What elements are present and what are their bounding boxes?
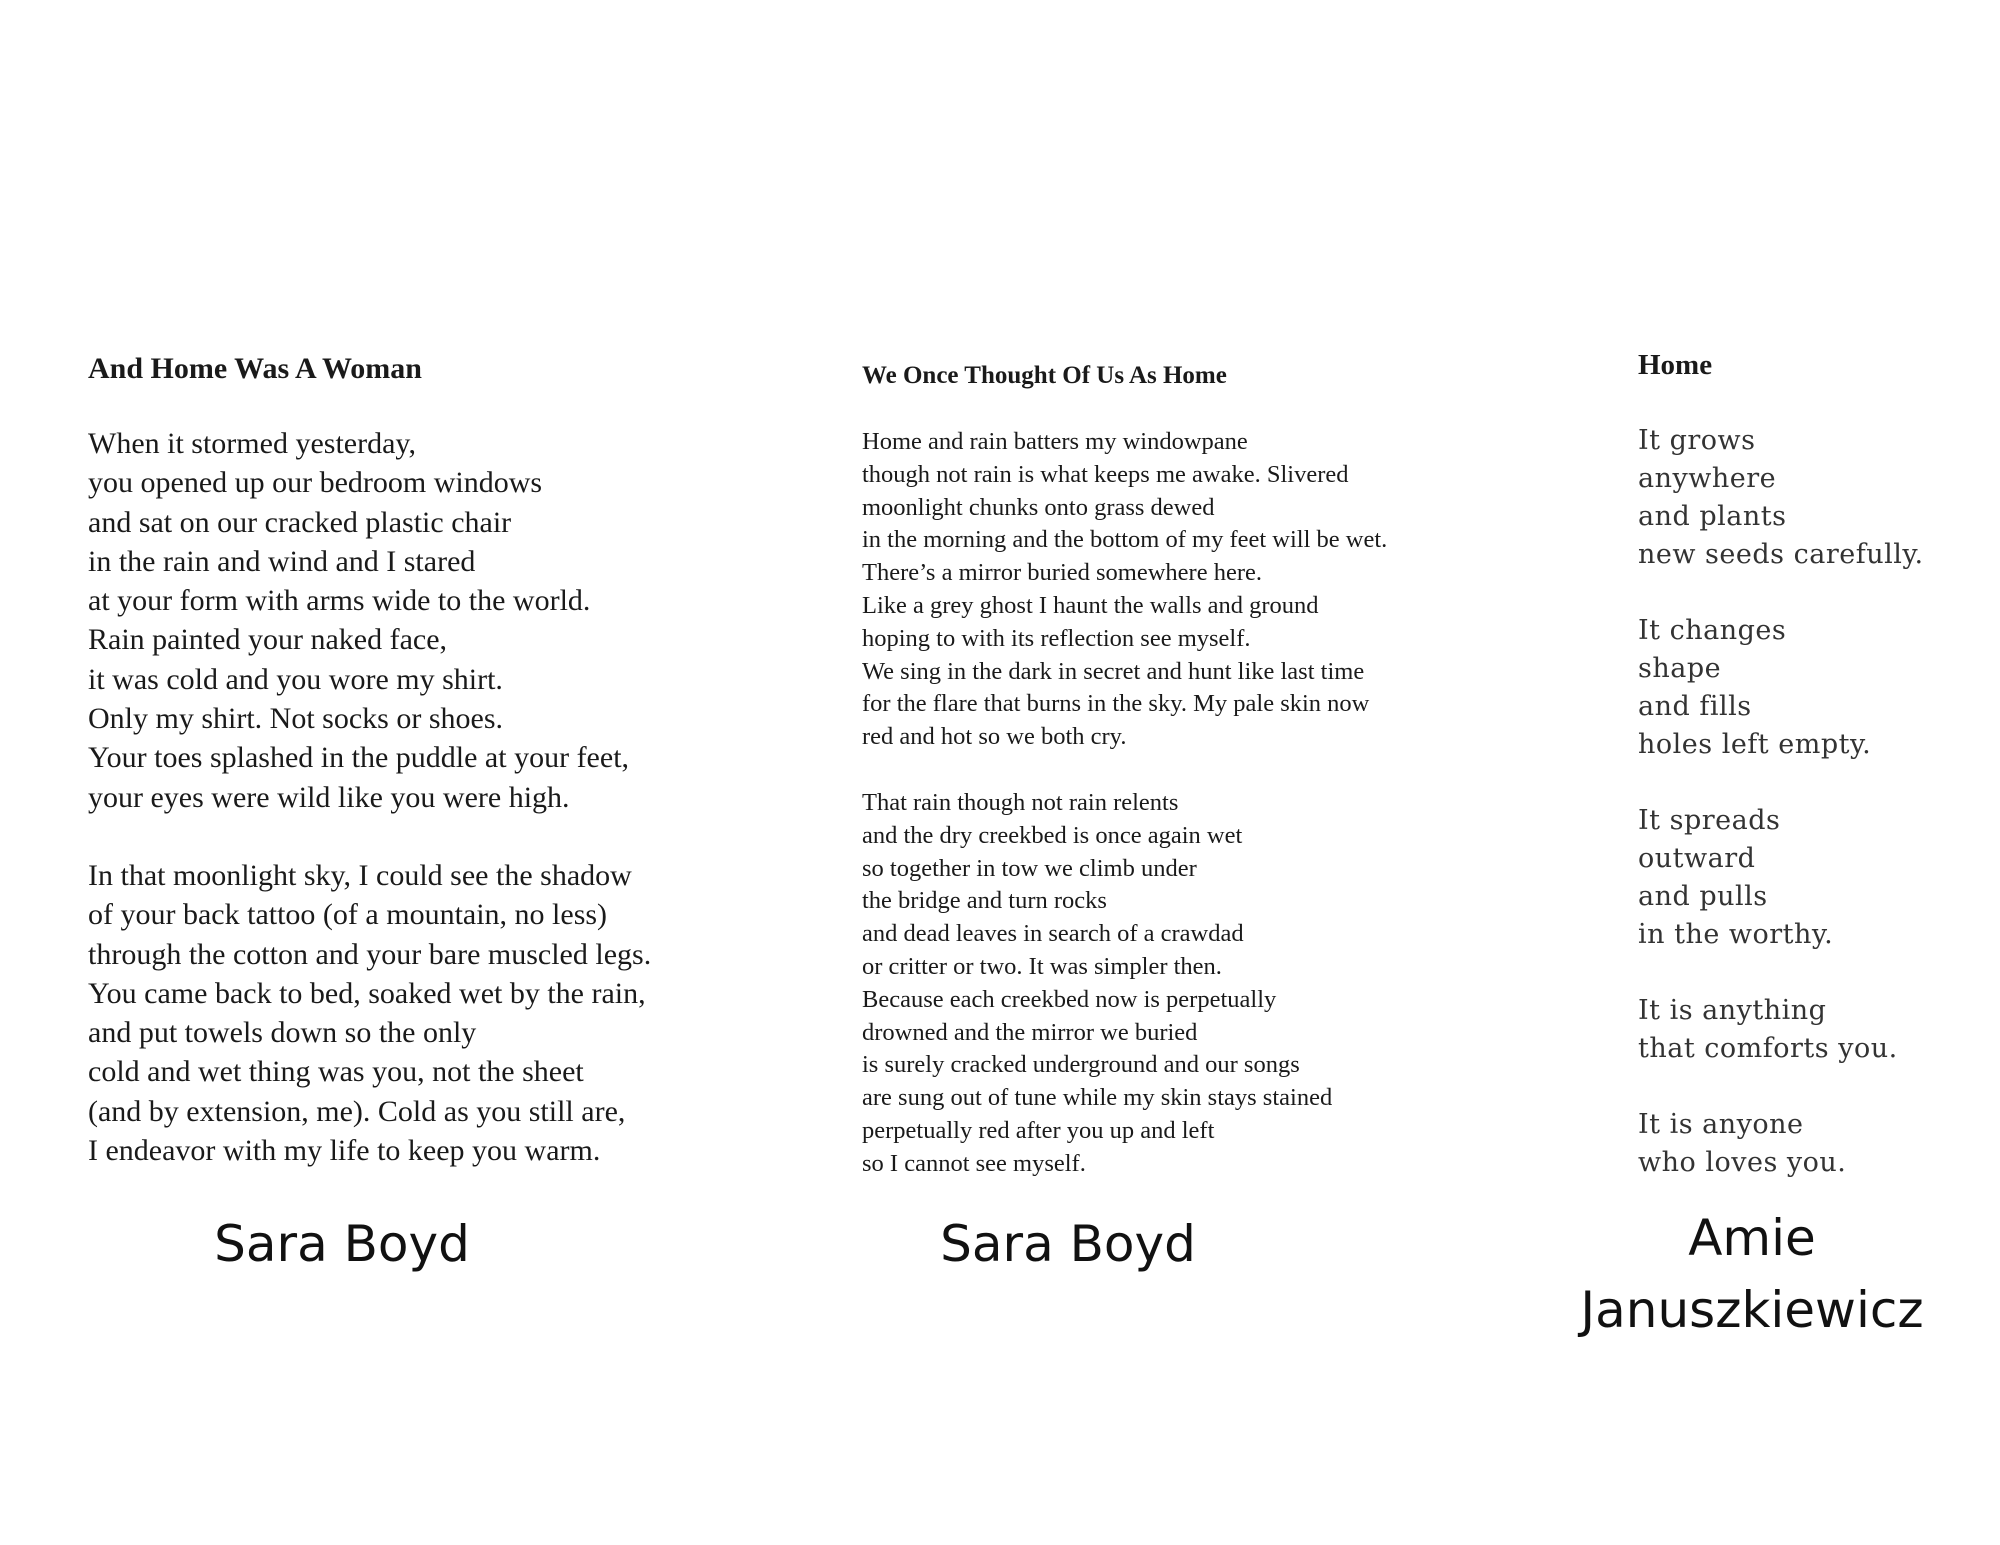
poem-line: it was cold and you wore my shirt. [88,662,503,696]
poem-line: You came back to bed, soaked wet by the rain, [88,976,646,1010]
poem-line: so together in tow we climb under [862,854,1197,882]
poem-line: in the rain and wind and I stared [88,544,476,578]
poem-title: And Home Was A Woman [88,352,422,385]
poem-stanza [1638,992,1924,1068]
poem-line: It is anything [1638,995,1827,1026]
poem-line: and sat on our cracked plastic chair [88,505,512,539]
poem-stanza [862,787,1387,1181]
author-caption: Sara Boyd [214,1215,470,1273]
poem-line: new seeds carefully. [1638,539,1924,570]
poem-line: Your toes splashed in the puddle at your feet, [88,741,630,775]
poem-line: Rain painted your naked face, [88,623,448,657]
poem-line: perpetually red after you up and left [862,1116,1215,1144]
poem-stanza [862,426,1387,754]
author-first-name: Amie [1688,1209,1816,1267]
poem-line: outward [1638,843,1756,874]
poem-line: is surely cracked underground and our songs [862,1051,1300,1079]
poem-stanza [1638,802,1924,954]
poem-we-once-thought-of-us-as-home [862,360,1387,1181]
poem-line: in the morning and the bottom of my feet will be wet. [862,526,1388,554]
poem-line: We sing in the dark in secret and hunt like last time [862,657,1365,685]
poem-line: at your form with arms wide to the world. [88,584,591,618]
poem-line: your eyes were wild like you were high. [88,780,570,814]
poem-line: through the cotton and your bare muscled legs. [88,937,652,971]
poem-line: and dead leaves in search of a crawdad [862,920,1244,948]
poem-line: It grows [1638,425,1756,456]
poem-stanza [1638,1106,1924,1182]
poem-line: and put towels down so the only [88,1016,477,1050]
poem-line: of your back tattoo (of a mountain, no less) [88,898,608,932]
poem-line: Because each creekbed now is perpetually [862,985,1277,1013]
poem-line: (and by extension, me). Cold as you still are, [88,1094,626,1128]
poem-line: in the worthy. [1638,919,1834,950]
poem-line: When it stormed yesterday, [88,427,416,460]
poem-line: I endeavor with my life to keep you warm. [88,1134,601,1168]
poem-home [1638,346,1924,1182]
poem-stanza [1638,612,1924,764]
poem-line: the bridge and turn rocks [862,887,1107,915]
poem-stanza [88,856,651,1170]
poem-line: There’s a mirror buried somewhere here. [862,559,1262,587]
poem-line: Like a grey ghost I haunt the walls and ground [862,591,1319,619]
poem-and-home-was-a-woman [88,348,651,1170]
poem-line: That rain though not rain relents [862,788,1179,816]
poem-line: who loves you. [1638,1147,1847,1178]
author-caption [1552,1202,1952,1346]
poem-line: It spreads [1638,805,1781,836]
poem-line: Home and rain batters my windowpane [862,428,1248,455]
poem-line: hoping to with its reflection see myself. [862,624,1251,652]
poem-line: are sung out of tune while my skin stays stained [862,1084,1333,1112]
poem-line: though not rain is what keeps me awake. Slivered [862,460,1349,488]
poem-title: Home [1638,349,1713,381]
poem-line: In that moonlight sky, I could see the shadow [88,858,632,892]
poem-line: Only my shirt. Not socks or shoes. [88,702,503,736]
poem-line: moonlight chunks onto grass dewed [862,493,1215,521]
poem-line: cold and wet thing was you, not the sheet [88,1055,584,1089]
poem-line: or critter or two. It was simpler then. [862,952,1222,980]
poem-stanza [1638,422,1924,574]
poem-line: It is anyone [1638,1109,1804,1140]
poem-line: drowned and the mirror we buried [862,1018,1198,1046]
poem-line: and fills [1638,691,1752,722]
poem-line: It changes [1638,615,1787,646]
poem-line: shape [1638,653,1722,684]
poem-line: and the dry creekbed is once again wet [862,821,1243,849]
poem-line: anywhere [1638,463,1777,494]
poem-line: for the flare that burns in the sky. My pale skin now [862,690,1370,718]
author-last-name: Januszkiewicz [1580,1281,1924,1339]
poem-line: holes left empty. [1638,729,1872,760]
poem-line: that comforts you. [1638,1033,1898,1064]
poem-line: so I cannot see myself. [862,1149,1086,1177]
poem-stanza [88,424,651,817]
poem-line: red and hot so we both cry. [862,723,1127,751]
author-caption: Sara Boyd [940,1215,1196,1273]
poem-line: and plants [1638,501,1787,532]
poem-line: you opened up our bedroom windows [88,466,543,500]
poem-title: We Once Thought Of Us As Home [862,362,1227,389]
poem-line: and pulls [1638,881,1768,912]
